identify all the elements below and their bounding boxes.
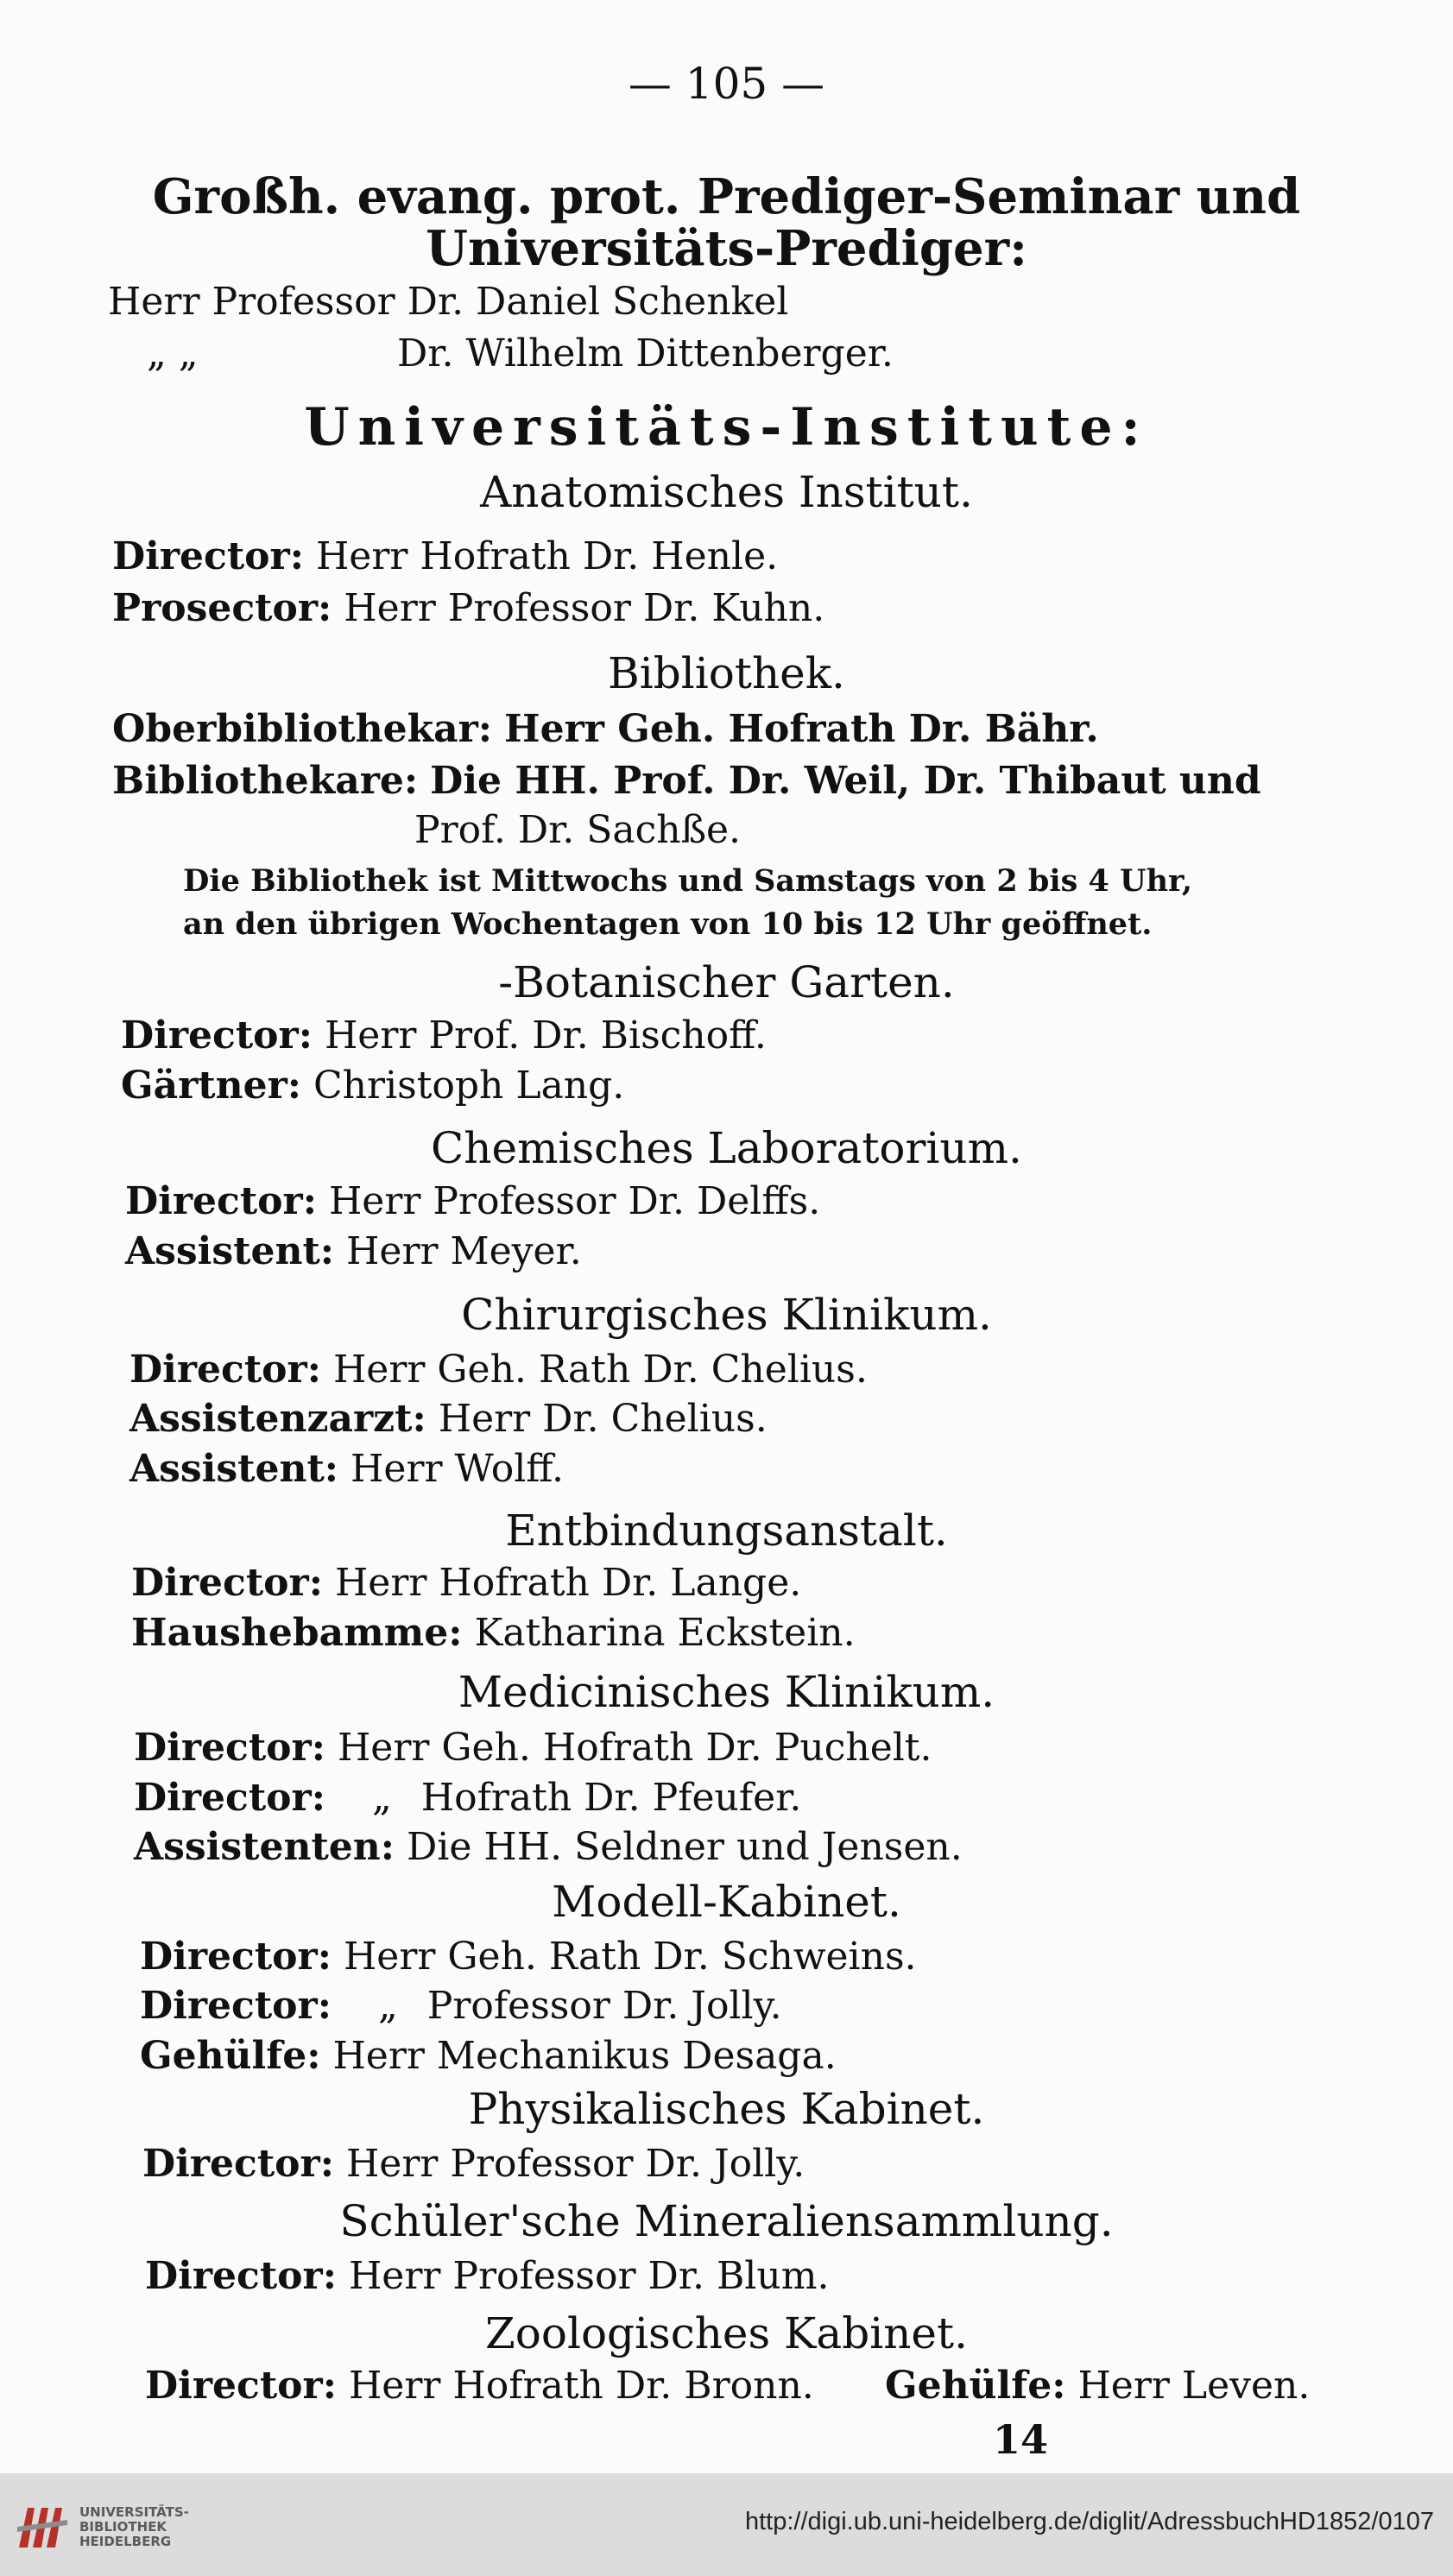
title-medical: Medicinisches Klinikum. (458, 1667, 995, 1717)
ditto-marks: „ „ (147, 331, 199, 376)
entry-models-director-1 (140, 1935, 917, 1979)
title-anatomy: Anatomisches Institut. (480, 467, 973, 517)
label: Gehülfe: (885, 2364, 1066, 2408)
entry-library-chief (112, 707, 1099, 751)
logo-line-3: HEIDELBERG (79, 2534, 172, 2549)
label: Haushebamme: (131, 1611, 463, 1655)
value: Herr Leven. (1077, 2364, 1311, 2408)
library-note-line1: Die Bibliothek ist Mittwochs und Samstags von 2 bis 4 Uhr, (183, 863, 1193, 899)
value: Herr Dr. Chelius. (438, 1397, 768, 1441)
university-library-logo-icon (16, 2501, 69, 2551)
value: Die HH. Prof. Dr. Weil, Dr. Thibaut und (430, 759, 1261, 803)
heading-institutes: Universitäts-Institute: (304, 397, 1149, 458)
value: Herr Hofrath Dr. Bronn. (348, 2364, 814, 2408)
title-library: Bibliothek. (608, 648, 845, 698)
entry-anatomy-director (112, 534, 779, 578)
label: Director: (145, 2364, 337, 2408)
page-number: — 105 — (628, 59, 825, 109)
value: Herr Professor Dr. Jolly. (345, 2142, 805, 2186)
source-url-link[interactable]: http://digi.ub.uni-heidelberg.de/diglit/AdressbuchHD1852/0107 (744, 2508, 1434, 2535)
title-chemistry: Chemisches Laboratorium. (431, 1123, 1022, 1173)
label: Bibliothekare: (112, 759, 419, 803)
logo-line-2: BIBLIOTHEK (79, 2519, 167, 2535)
label: Director: (134, 1726, 325, 1770)
value: Herr Geh. Hofrath Dr. Bähr. (504, 707, 1099, 751)
preacher-2: Dr. Wilhelm Dittenberger. (397, 331, 894, 376)
title-minerals: Schüler'sche Mineraliensammlung. (339, 2196, 1114, 2246)
label: Director: (145, 2254, 337, 2298)
value: Herr Mechanikus Desaga. (332, 2034, 837, 2078)
value: Herr Meyer. (346, 1229, 582, 1273)
ditto-mark: „ (377, 1984, 398, 2028)
entry-surgery-asst-physician (130, 1397, 768, 1441)
entry-maternity-midwife (131, 1611, 856, 1655)
label: Director: (121, 1013, 313, 1058)
value: Katharina Eckstein. (474, 1611, 856, 1655)
label: Director: (142, 2142, 334, 2186)
label: Director: (112, 534, 304, 578)
title-surgery: Chirurgisches Klinikum. (461, 1290, 992, 1340)
value: Herr Geh. Rath Dr. Schweins. (343, 1935, 917, 1979)
value: Herr Wolff. (351, 1447, 564, 1491)
label: Oberbibliothekar: (112, 707, 493, 751)
label: Director: (131, 1561, 323, 1605)
label: Gehülfe: (140, 2034, 321, 2078)
value: Herr Professor Dr. Delffs. (328, 1179, 821, 1223)
title-physics: Physikalisches Kabinet. (468, 2084, 985, 2134)
label: Assistenten: (134, 1825, 395, 1869)
entry-zoology-director (145, 2364, 814, 2408)
value: Herr Geh. Hofrath Dr. Puchelt. (337, 1726, 932, 1770)
entry-surgery-director (130, 1348, 868, 1392)
label: Assistent: (130, 1447, 339, 1491)
title-botanic: -Botanischer Garten. (498, 957, 955, 1007)
value: Hofrath Dr. Pfeufer. (420, 1776, 802, 1820)
entry-models-helper (140, 2034, 837, 2078)
label: Director: (134, 1776, 325, 1820)
entry-botanic-director (121, 1013, 767, 1058)
value: Herr Prof. Dr. Bischoff. (324, 1013, 767, 1058)
ditto-mark: „ (371, 1776, 392, 1820)
value: Professor Dr. Jolly. (426, 1984, 782, 2028)
heading-seminar-line2: Universitäts-Prediger: (426, 220, 1027, 277)
printer-signature: 14 (993, 2416, 1049, 2463)
entry-physics-director (142, 2142, 805, 2186)
entry-botanic-gardener (121, 1064, 625, 1108)
title-maternity: Entbindungsanstalt. (505, 1506, 948, 1556)
value: Die HH. Seldner und Jensen. (407, 1825, 963, 1869)
entry-minerals-director (145, 2254, 830, 2298)
value: Herr Professor Dr. Blum. (348, 2254, 830, 2298)
label: Director: (125, 1179, 317, 1223)
label: Director: (130, 1348, 321, 1392)
value: Herr Geh. Rath Dr. Chelius. (332, 1348, 868, 1392)
title-zoology: Zoologisches Kabinet. (485, 2308, 968, 2358)
logo-line-1: UNIVERSITÄTS- (79, 2504, 189, 2520)
value: Herr Hofrath Dr. Lange. (334, 1561, 802, 1605)
label: Director: (140, 1935, 332, 1979)
entry-library-librarians (112, 759, 1261, 803)
entry-medical-director-2 (134, 1776, 802, 1820)
label: Prosector: (112, 586, 332, 630)
entry-surgery-assistant (130, 1447, 564, 1491)
value: Herr Hofrath Dr. Henle. (315, 534, 779, 578)
value: Christoph Lang. (313, 1064, 625, 1108)
preacher-1: Herr Professor Dr. Daniel Schenkel (108, 280, 789, 324)
entry-chemistry-director (125, 1179, 821, 1223)
entry-models-director-2 (140, 1984, 782, 2028)
label: Assistenzarzt: (130, 1397, 426, 1441)
library-note-line2: an den übrigen Wochentagen von 10 bis 12 Uhr geöffnet. (183, 906, 1153, 942)
entry-anatomy-prosector (112, 586, 825, 630)
label: Director: (140, 1984, 332, 2028)
entry-zoology-helper (885, 2364, 1311, 2408)
value: Herr Professor Dr. Kuhn. (344, 586, 825, 630)
digitization-footer (0, 2473, 1453, 2576)
title-models: Modell-Kabinet. (552, 1877, 901, 1927)
entry-chemistry-assistant (125, 1229, 582, 1273)
entry-library-librarians-cont: Prof. Dr. Sachße. (414, 808, 742, 852)
entry-medical-assistants (134, 1825, 963, 1869)
entry-maternity-director (131, 1561, 802, 1605)
heading-seminar-line1: Großh. evang. prot. Prediger-Seminar und (152, 168, 1301, 225)
label: Gärtner: (121, 1064, 301, 1108)
entry-medical-director-1 (134, 1726, 932, 1770)
label: Assistent: (125, 1229, 335, 1273)
